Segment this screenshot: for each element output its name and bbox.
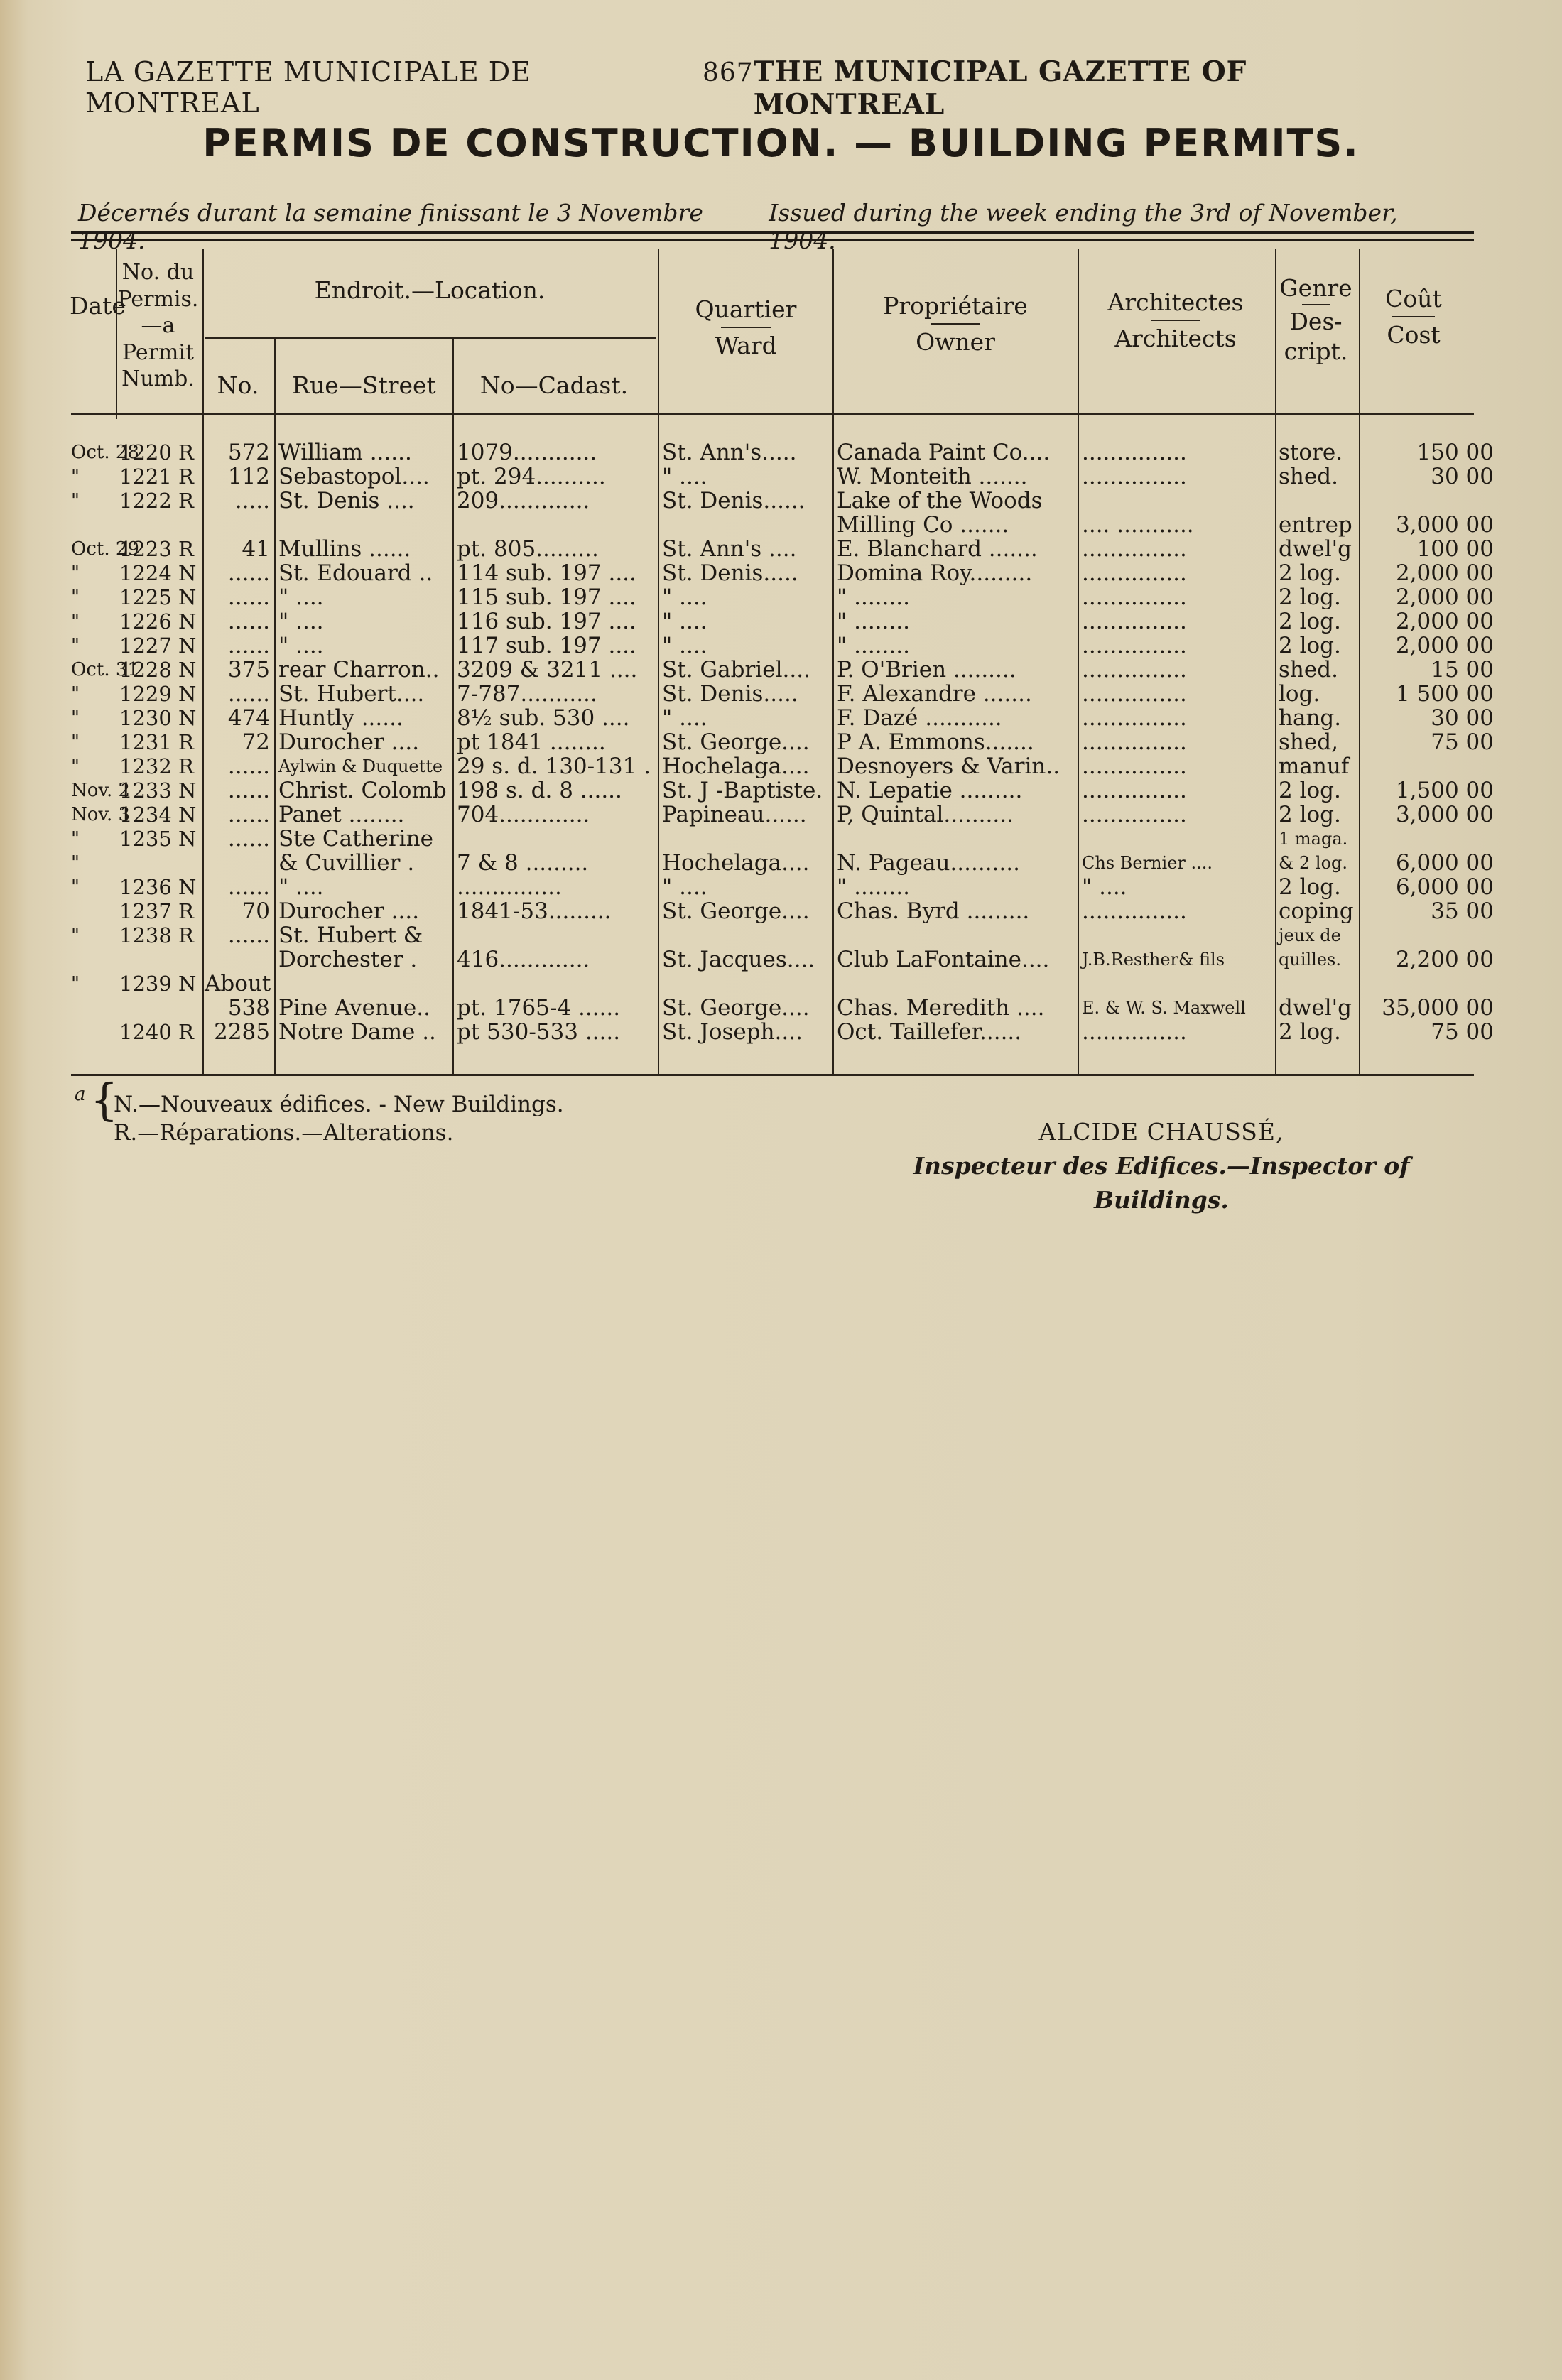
cell-ward: St. George.... [662,995,810,1021]
cell-permit: 1232 R [119,754,194,778]
signature-name: ALCIDE CHAUSSÉ, [1038,1118,1284,1146]
cell-arch: ............... [1082,657,1187,683]
cell-owner: F. Alexandre ....... [837,681,1032,707]
cell-arch: ............... [1082,609,1187,634]
cell-street: & Cuvillier . [278,850,415,876]
cell-ward: Hochelaga.... [662,754,810,779]
cell-permit: 1224 N [119,561,197,585]
cell-street: William ...... [278,440,412,465]
cell-cadast: 209............. [457,488,590,514]
table-row [0,851,1562,875]
running-head-en: THE MUNICIPAL GAZETTE OF MONTREAL [753,55,1247,121]
cell-date: " [71,707,80,729]
table-row [0,730,1562,754]
cell-cost: 150 00 [1416,440,1494,465]
cell-owner: Domina Roy......... [837,560,1033,586]
cell-no: 70 [242,898,270,924]
cell-permit: 1234 N [119,803,197,827]
table-row [0,947,1562,972]
cell-cost: 2,000 00 [1395,633,1494,658]
cell-street: St. Edouard .. [278,560,433,586]
cell-arch: ............... [1082,754,1187,779]
cell-desc: log. [1279,681,1320,707]
cell-desc: 2 log. [1279,609,1341,634]
cell-cost: 35 00 [1431,898,1494,924]
cell-no: 375 [227,657,270,683]
cell-date: " [71,683,80,705]
cell-cadast: 7 & 8 ......... [457,850,589,876]
cell-arch: E. & W. S. Maxwell [1082,998,1246,1018]
cell-owner: " ........ [837,633,910,658]
cell-cadast: 198 s. d. 8 ...... [457,778,622,803]
cell-cadast: pt. 294.......... [457,464,606,489]
cell-cadast: 114 sub. 197 .... [457,560,636,586]
cell-no: ..... [234,488,270,514]
cell-permit: 1235 N [119,827,197,851]
cell-permit: 1240 R [119,1020,194,1044]
cell-cost: 3,000 00 [1395,512,1494,538]
cell-desc: dwel'g [1279,995,1352,1021]
cell-street: " .... [278,609,324,634]
cell-date: " [71,756,80,777]
cell-date: " [71,466,80,487]
cell-owner: " ........ [837,585,910,610]
footnote-line-alter: R.—Réparations.—Alterations. [114,1120,454,1146]
cell-cadast: 29 s. d. 130-131 . [457,754,651,779]
cell-cadast: 115 sub. 197 .... [457,585,636,610]
cell-desc: 1 maga. [1279,829,1348,849]
table-row [0,827,1562,851]
cell-ward: " .... [662,585,707,610]
cell-cost: 75 00 [1431,729,1494,755]
location-subrule [205,337,656,339]
header-cadast: No—Cadast. [479,371,629,399]
cell-no: ...... [227,681,270,707]
cell-cost: 3,000 00 [1395,802,1494,827]
cell-cadast: 7-787........... [457,681,597,707]
cell-owner: Chas. Meredith .... [837,995,1045,1021]
table-row [0,609,1562,634]
cell-date: Nov. 2 [71,780,131,801]
cell-permit: 1230 N [119,706,197,730]
cell-arch: ............... [1082,898,1187,924]
cell-cost: 1 500 00 [1395,681,1494,707]
cell-arch: .... ........... [1082,512,1194,538]
table-row [0,875,1562,899]
cell-arch: ............... [1082,440,1187,465]
cell-permit: 1238 R [119,923,194,947]
cell-no: ...... [227,560,270,586]
cell-permit: 1228 N [119,658,197,682]
cell-street: St. Denis .... [278,488,415,514]
cell-permit: 1226 N [119,609,197,634]
cell-cadast: 1841-53......... [457,898,612,924]
cell-street: Ste Catherine [278,826,433,852]
cell-permit: 1233 N [119,778,197,803]
cell-arch: " .... [1082,874,1127,900]
cell-cost: 2,000 00 [1395,609,1494,634]
cell-arch: ............... [1082,464,1187,489]
header-permit: No. du Permis. —a Permit Numb. [117,260,199,391]
header-descript: Genre Des- cript. [1279,274,1352,365]
cell-permit: 1222 R [119,489,194,513]
cell-date: " [71,635,80,656]
cell-no: 72 [242,729,270,755]
cell-cadast: 704............. [457,802,590,827]
cell-street: " .... [278,585,324,610]
cell-cost: 2,200 00 [1395,947,1494,972]
cell-owner: Club LaFontaine.... [837,947,1050,972]
cell-cadast: pt 530-533 ..... [457,1019,621,1045]
cell-owner: F. Dazé ........... [837,705,1002,731]
cell-desc: 2 log. [1279,1019,1341,1045]
cell-desc: shed. [1279,657,1338,683]
cell-street: Durocher .... [278,898,420,924]
cell-desc: store. [1279,440,1343,465]
cell-arch: ............... [1082,585,1187,610]
cell-owner: N. Pageau.......... [837,850,1020,876]
cell-cost: 2,000 00 [1395,560,1494,586]
cell-arch: ............... [1082,633,1187,658]
cell-desc: manuf [1279,754,1350,779]
cell-date: " [71,490,80,511]
cell-desc: 2 log. [1279,560,1341,586]
signature-title: Inspecteur des Edifices.—Inspector of Buildings. [913,1152,1410,1214]
cell-street: " .... [278,874,324,900]
cell-permit: 1220 R [119,440,194,464]
cell-cadast: 8½ sub. 530 .... [457,705,630,731]
cell-owner: Desnoyers & Varin.. [837,754,1061,779]
cell-arch: ............... [1082,778,1187,803]
header-ward: Quartier Ward [695,295,797,360]
cell-owner: Milling Co ....... [837,512,1009,538]
cell-owner: N. Lepatie ......... [837,778,1023,803]
running-head [85,55,1435,121]
cell-date: Oct. 29 [71,538,139,560]
cell-street: Mullins ...... [278,536,411,562]
cell-owner: " ........ [837,874,910,900]
cell-cost: 35,000 00 [1382,995,1494,1021]
cell-ward: St. George.... [662,898,810,924]
cell-cadast: pt. 1765-4 ...... [457,995,621,1021]
table-row [0,634,1562,658]
cell-cadast: ............... [457,874,562,900]
cell-arch: Chs Bernier .... [1082,853,1213,873]
cell-no: 572 [227,440,270,465]
cell-ward: St. Denis..... [662,560,798,586]
cell-ward: Papineau...... [662,802,807,827]
header-no: No. [217,371,259,399]
footnote-mark: a [75,1084,86,1105]
cell-desc: jeux de [1279,925,1341,945]
cell-no: About [205,971,271,996]
cell-date: Nov. 3 [71,804,131,825]
cell-no: ...... [227,778,270,803]
table-row [0,489,1562,513]
cell-permit: 1223 R [119,537,194,561]
table-row [0,1020,1562,1044]
cell-cadast: pt 1841 ........ [457,729,606,755]
cell-ward: " .... [662,874,707,900]
cell-cadast: 416............. [457,947,590,972]
cell-permit: 1227 N [119,634,197,658]
footnote-line-new: N.—Nouveaux édifices. - New Buildings. [114,1092,564,1117]
cell-permit: 1239 N [119,972,197,996]
cell-ward: Hochelaga.... [662,850,810,876]
cell-ward: St. J -Baptiste. [662,778,823,803]
cell-ward: St. Denis..... [662,681,798,707]
cell-permit: 1236 N [119,875,197,899]
header-date: Date [70,292,126,320]
cell-desc: dwel'g [1279,536,1352,562]
cell-desc: entrep [1279,512,1352,538]
cell-date: " [71,852,80,874]
cell-date: " [71,732,80,753]
issued-line [78,199,1463,254]
cell-street: St. Hubert & [278,923,423,948]
cell-desc: 2 log. [1279,874,1341,900]
cell-no: 112 [227,464,270,489]
cell-arch: ............... [1082,536,1187,562]
table-row [0,778,1562,803]
table-row [0,682,1562,706]
cell-date: " [71,925,80,946]
cell-arch: ............... [1082,1019,1187,1045]
cell-desc: & 2 log. [1279,853,1348,873]
brace-icon: { [90,1074,119,1126]
signature [859,1115,1463,1217]
table-row [0,972,1562,996]
cell-desc: 2 log. [1279,633,1341,658]
table-row [0,996,1562,1020]
cell-no: 2285 [214,1019,270,1045]
cell-cadast: 1079............ [457,440,597,465]
cell-street: Dorchester . [278,947,418,972]
cell-arch: J.B.Resther& fils [1082,950,1225,969]
cell-arch: ............... [1082,802,1187,827]
cell-ward: St. George.... [662,729,810,755]
cell-street: Pine Avenue.. [278,995,430,1021]
cell-permit: 1229 N [119,682,197,706]
cell-cadast: 3209 & 3211 .... [457,657,638,683]
cell-owner: Chas. Byrd ......... [837,898,1030,924]
cell-cost: 30 00 [1431,464,1494,489]
cell-desc: shed, [1279,729,1338,755]
cell-ward: St. Ann's..... [662,440,797,465]
issued-en: Issued during the week ending the 3rd of November, 1904. [769,199,1398,254]
cell-no: 538 [227,995,270,1021]
issued-fr: Décernés durant la semaine finissant le 3 Novembre 1904. [78,199,703,254]
cell-arch: ............... [1082,729,1187,755]
cell-no: ...... [227,754,270,779]
table-bottom-rule [71,1074,1474,1076]
header-bottom-rule [71,413,1474,415]
cell-no: ...... [227,923,270,948]
cell-owner: Oct. Taillefer...... [837,1019,1022,1045]
cell-arch: ............... [1082,560,1187,586]
cell-cost: 6,000 00 [1395,874,1494,900]
cell-cost: 15 00 [1431,657,1494,683]
cell-no: ...... [227,826,270,852]
table-row [0,658,1562,682]
cell-arch: ............... [1082,681,1187,707]
cell-date: " [71,828,80,849]
cell-cost: 100 00 [1416,536,1494,562]
table-top-rule-thick [71,231,1474,234]
cell-date: " [71,876,80,898]
cell-no: ...... [227,609,270,634]
cell-cadast: 117 sub. 197 .... [457,633,636,658]
table-row [0,754,1562,778]
cell-ward: St. Ann's .... [662,536,797,562]
cell-owner: P A. Emmons....... [837,729,1034,755]
cell-owner: W. Monteith ....... [837,464,1028,489]
table-row [0,899,1562,923]
cell-street: St. Hubert.... [278,681,425,707]
cell-date: " [71,611,80,632]
cell-owner: Lake of the Woods [837,488,1043,514]
cell-ward: St. Gabriel.... [662,657,810,683]
header-architects: Architectes Architects [1107,288,1244,353]
cell-cost: 6,000 00 [1395,850,1494,876]
cell-date: Oct. 31 [71,659,139,680]
cell-ward: " .... [662,705,707,731]
cell-owner: Canada Paint Co.... [837,440,1051,465]
cell-cadast: pt. 805......... [457,536,599,562]
cell-owner: P, Quintal.......... [837,802,1014,827]
header-street: Rue—Street [292,371,436,399]
cell-permit: 1225 N [119,585,197,609]
cell-permit: 1221 R [119,464,194,489]
table-row [0,803,1562,827]
footnote [75,1074,564,1147]
table-row [0,464,1562,489]
cell-ward: " .... [662,464,707,489]
cell-ward: St. Joseph.... [662,1019,803,1045]
cell-desc: 2 log. [1279,585,1341,610]
cell-permit: 1231 R [119,730,194,754]
table-row [0,440,1562,464]
table-top-rule-thin [71,239,1474,241]
cell-street: rear Charron.. [278,657,440,683]
cell-owner: E. Blanchard ....... [837,536,1038,562]
header-owner: Propriétaire Owner [883,292,1028,357]
running-head-fr: LA GAZETTE MUNICIPALE DE MONTREAL [85,56,531,119]
cell-ward: " .... [662,633,707,658]
cell-owner: P. O'Brien ......... [837,657,1016,683]
cell-no: 474 [227,705,270,731]
cell-ward: " .... [662,609,707,634]
cell-street: Aylwin & Duquette [278,756,443,776]
cell-no: 41 [242,536,270,562]
cell-cost: 75 00 [1431,1019,1494,1045]
page-title: PERMIS DE CONSTRUCTION. — BUILDING PERMITS. [202,121,1360,165]
cell-cost: 30 00 [1431,705,1494,731]
cell-street: Christ. Colomb [278,778,447,803]
cell-date: " [71,587,80,608]
cell-cadast: 116 sub. 197 .... [457,609,636,634]
cell-street: Sebastopol.... [278,464,430,489]
cell-desc: quilles. [1279,950,1341,969]
cell-street: Huntly ...... [278,705,403,731]
cell-desc: hang. [1279,705,1342,731]
table-row [0,585,1562,609]
table-row [0,923,1562,947]
cell-desc: 2 log. [1279,778,1341,803]
header-cost: Coût Cost [1385,285,1442,349]
cell-street: Panet ........ [278,802,405,827]
cell-street: Notre Dame .. [278,1019,436,1045]
page-number: 867 [703,58,754,87]
cell-cost: 1,500 00 [1395,778,1494,803]
cell-no: ...... [227,874,270,900]
cell-no: ...... [227,802,270,827]
cell-date: Oct. 28 [71,442,139,463]
cell-ward: St. Denis...... [662,488,806,514]
cell-cost: 2,000 00 [1395,585,1494,610]
cell-permit: 1237 R [119,899,194,923]
cell-desc: shed. [1279,464,1338,489]
cell-no: ...... [227,585,270,610]
cell-street: Durocher .... [278,729,420,755]
cell-street: " .... [278,633,324,658]
cell-arch: ............... [1082,705,1187,731]
table-row [0,706,1562,730]
header-location: Endroit.—Location. [314,276,546,304]
cell-no: ...... [227,633,270,658]
cell-ward: St. Jacques.... [662,947,815,972]
col-divider [116,249,117,419]
cell-date: " [71,973,80,994]
table-row [0,561,1562,585]
table-row [0,537,1562,561]
cell-owner: " ........ [837,609,910,634]
cell-desc: coping [1279,898,1354,924]
table-row [0,513,1562,537]
cell-desc: 2 log. [1279,802,1341,827]
cell-date: " [71,563,80,584]
